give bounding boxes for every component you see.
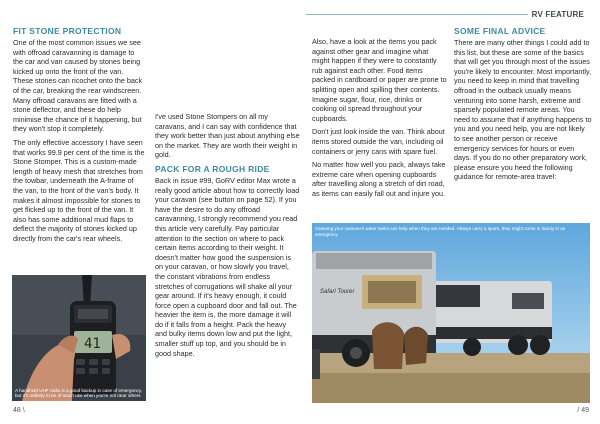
section-heading-stone-protection: FIT STONE PROTECTION — [13, 26, 122, 36]
column-4 — [454, 26, 592, 186]
van-sign: Safari Tourer — [320, 289, 355, 295]
radio-display-digits: 41 — [84, 336, 101, 352]
caravans-illustration — [312, 223, 590, 403]
paragraph: There are many other things I could add to this list, but these are some of the basics that will get you through most of the issues you're likely to encounter. Most importantly, you need to keep in mind that travelling offroad in the outback usually means venturing into some harsh, extreme and sparsely populated remote areas. You need to assume that if anything happens to you and you need help, you are not likely to see another person or receive emergency services for hours or even days. If you do no other preparatory work, please ensure you heed the following guidance for remote-area travel: — [454, 38, 592, 182]
page-number-right: / 49 — [577, 407, 589, 414]
column-1 — [13, 26, 145, 247]
header-rule — [306, 14, 530, 15]
page-number-left: 48 \ — [13, 407, 25, 414]
radio-photo — [12, 275, 146, 401]
radio-illustration — [12, 275, 146, 401]
section-heading-final-advice: SOME FINAL ADVICE — [454, 26, 546, 36]
paragraph: No matter how well you pack, always take extreme care when opening cupboards after travelling along a stretch of dirt road, as items can easily fall out and injure you. — [312, 160, 446, 198]
section-heading-pack-rough-ride: PACK FOR A ROUGH RIDE — [155, 163, 270, 174]
feature-header — [0, 8, 600, 22]
paragraph: Don't just look inside the van. Think about items stored outside the van, including oil containers or jerry cans with spare fuel. — [312, 127, 445, 156]
paragraph: I've used Stone Stompers on all my caravans, and I can say with confidence that they work better than just about anything else on the market. They are worth their weight in gold. — [155, 112, 300, 160]
van-caption: Cleaning your caravan's water tanks can help when they are needed. Always carry a spare, they might come in handy in an emergency — [315, 226, 566, 237]
paragraph: Back in issue #99, GoRV editor Max wrote a really good article about how to correctly load your caravan (see button on page 52). If you have the desire to do any offroad caravanning, I strongly recommend you read this article very carefully. Pay particular attention to the section on where to pack certain items according to their weight. It doesn't matter how good the suspension is on your caravan, or how slowly you travel, the constant vibrations from endless stretches of corrugations will shake all your gear around. If it's heavy enough, it could force open a cupboard door and fall out. The heavier the item is, the more damage it will do if it falls from a height. Pack the heavy and bulky items down low and put the light, smaller stuff up top, and you should be in good shape. — [155, 175, 300, 358]
paragraph: One of the most common issues we see with offroad caravanning is damage to the car and van caused by stones being kicked up onto the front of the van. These stones can ricochet onto the back of the car, breaking the rear windscreen. Many offroad caravans are fitted with a stone deflector, and these do help minimise the chance of it happening, but they won't stop it completely. — [13, 38, 143, 134]
radio-caption: A handheld UHF radio is a good backup in case of emergency, but it's unlikely to be of much use when you're not near others — [15, 387, 143, 399]
column-2 — [155, 112, 300, 362]
feature-label: RV FEATURE — [528, 8, 588, 22]
paragraph: Also, have a look at the items you pack against other gear and imagine what might happen if they were to constantly rub against each other. Food items packed in cardboard or paper are prone to splitting open and spilling their contents. Imagine sugar, flour, rice, drinks or cooking oil spread throughout your cupboards. — [312, 37, 447, 123]
paragraph: The only effective accessory I have seen that works 99.9 per cent of the time is the Stone Stomper. This is a custom-made length of heavy mesh that stretches from the towbar, underneath the A-frame of the van, to the front of the van's body. It makes it almost impossible for stones to get flicked up to the front of the van. It also has some additional mud flaps to deflect the majority of stones kicked up directly from the car's rear wheels. — [13, 137, 145, 243]
column-3 — [312, 37, 447, 203]
caravan-photo — [312, 223, 590, 403]
